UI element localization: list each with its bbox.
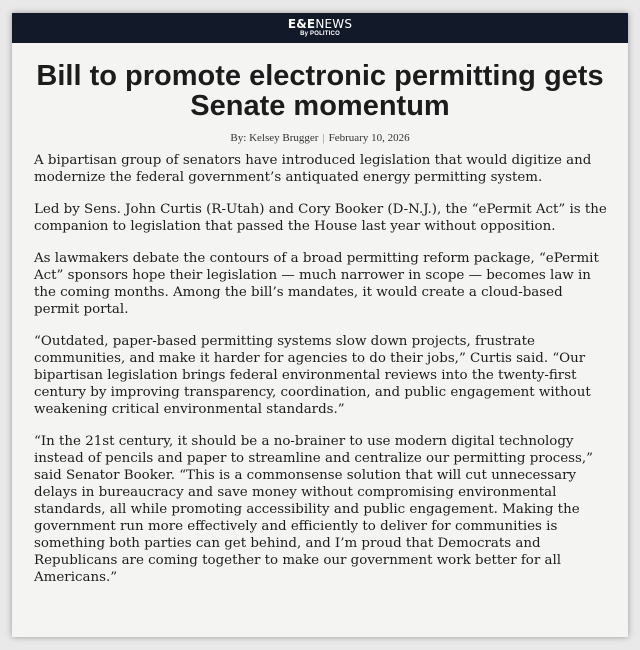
masthead (12, 13, 628, 43)
paragraph: As lawmakers debate the contours of a broad permitting reform package, “ePermit Act” sponsors hope their legislation — much narrower in scope — becomes law in the coming months. Among the bill’s mandates, it would create a cloud-based permit portal. (34, 251, 599, 317)
publish-date: February 10, 2026 (328, 132, 410, 144)
author: By: Kelsey Brugger (230, 132, 319, 144)
article-meta (12, 132, 628, 145)
brand-news: NEWS (315, 17, 353, 31)
article-body (34, 152, 608, 586)
paragraph: “Outdated, paper-based permitting systems slow down projects, frustrate communities, and make it harder for agencies to do their jobs,” Curtis said. “Our bipartisan legislation brings federal environmental reviews into the twenty-first century by improving transparency, coordination, and public engagement without weakening critical environmental standards.” (34, 334, 591, 417)
brand-ee: E&E (287, 17, 316, 31)
meta-separator: | (322, 132, 325, 144)
brand-logo[interactable] (288, 18, 352, 31)
paragraph: Led by Sens. John Curtis (R-Utah) and Cory Booker (D-N.J.), the “ePermit Act” is the companion to legislation that passed the House last year without opposition. (34, 202, 607, 234)
paragraph: A bipartisan group of senators have introduced legislation that would digitize and modernize the federal government’s antiquated energy permitting system. (34, 153, 592, 185)
article-card (12, 13, 628, 637)
brand-byline: By POLITICO (300, 31, 340, 37)
paragraph: “In the 21st century, it should be a no-brainer to use modern digital technology instead of pencils and paper to streamline and centralize our permitting process,” said Senator Booker. “This is a commonsense solution that will cut unnecessary delays in bureaucracy and save money without compromising environmental standards, all while promoting accessibility and public engagement. Making the government run more effectively and efficiently to deliver for communities is something both parties can get behind, and I’m proud that Democrats and Republicans are coming together to make our government work better for all Americans.” (34, 434, 594, 585)
headline: Bill to promote electronic permitting gets Senate momentum (36, 60, 604, 122)
